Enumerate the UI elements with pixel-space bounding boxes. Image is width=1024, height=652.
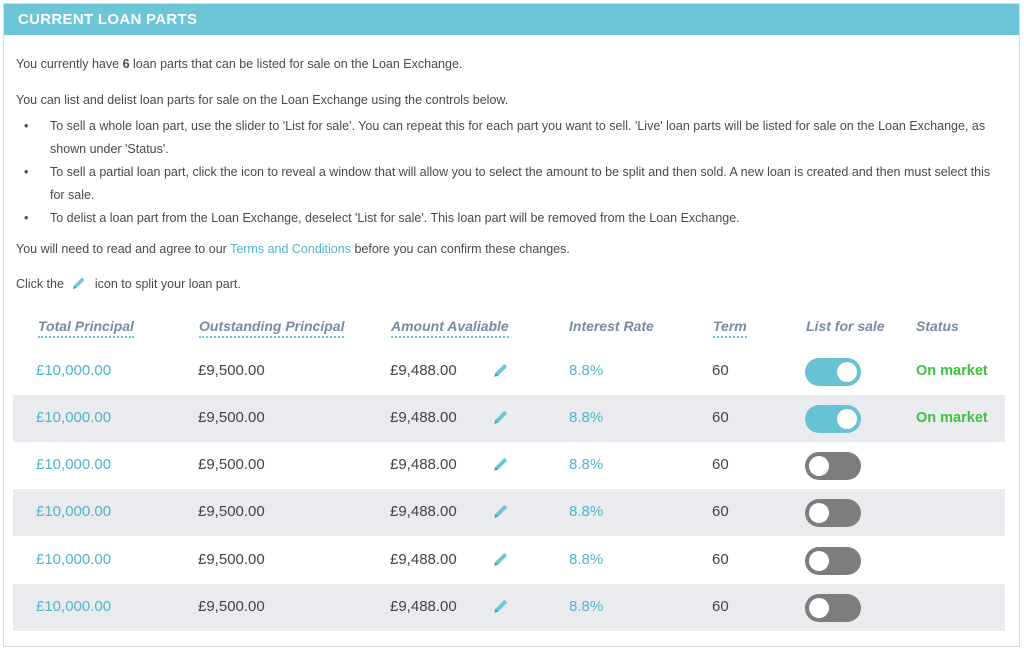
toggle-knob — [837, 362, 857, 382]
toggle-knob — [809, 503, 829, 523]
pencil-icon — [71, 275, 87, 291]
toggle-knob — [809, 551, 829, 571]
header-term[interactable]: Term — [713, 318, 747, 338]
intro-line-2: You can list and delist loan parts for sale on the Loan Exchange using the controls below. — [16, 93, 509, 107]
list-for-sale-toggle[interactable] — [805, 405, 861, 433]
toggle-knob — [809, 456, 829, 476]
total-principal[interactable]: £10,000.00 — [36, 362, 112, 379]
term: 60 — [712, 598, 729, 615]
outstanding-principal: £9,500.00 — [198, 456, 265, 473]
pencil-icon[interactable] — [492, 550, 510, 568]
interest-rate: 8.8% — [569, 503, 604, 520]
outstanding-principal: £9,500.00 — [198, 362, 265, 379]
table-row — [13, 584, 1005, 631]
status-badge: On market — [916, 363, 988, 379]
term: 60 — [712, 456, 729, 473]
outstanding-principal: £9,500.00 — [198, 503, 265, 520]
term: 60 — [712, 503, 729, 520]
outstanding-principal: £9,500.00 — [198, 598, 265, 615]
outstanding-principal: £9,500.00 — [198, 551, 265, 568]
intro-line-1: You currently have 6 loan parts that can be listed for sale on the Loan Exchange. — [16, 57, 463, 71]
amount-available: £9,488.00 — [390, 456, 457, 473]
table-row — [13, 537, 1005, 584]
total-principal[interactable]: £10,000.00 — [36, 503, 112, 520]
list-for-sale-toggle[interactable] — [805, 594, 861, 622]
table-row — [13, 395, 1005, 442]
toggle-knob — [809, 598, 829, 618]
interest-rate: 8.8% — [569, 598, 604, 615]
pencil-icon[interactable] — [492, 502, 510, 520]
toggle-knob — [837, 409, 857, 429]
split-hint-line: Click the icon to split your loan part. — [16, 277, 241, 291]
interest-rate: 8.8% — [569, 551, 604, 568]
list-for-sale-toggle[interactable] — [805, 452, 861, 480]
interest-rate: 8.8% — [569, 456, 604, 473]
pencil-icon[interactable] — [492, 361, 510, 379]
amount-available: £9,488.00 — [390, 598, 457, 615]
total-principal[interactable]: £10,000.00 — [36, 551, 112, 568]
loan-parts-panel: CURRENT LOAN PARTS You currently have 6 loan parts that can be listed for sale on the Loan Exchange. You can list and delist loan parts for sale on the Loan Exchange using the controls below. • To sell a whole loan part, use the slider to 'List for sale'. You can repeat this for each part you want to sell. 'Live' loan parts will be listed for sale on the Loan Exchange, as shown under 'Status'. • To sell a partial loan part, click the icon to reveal a window that will allow you to select the amount to be split and then sold. A new loan is created and then must select this for sale. • To delist a loan part from the Loan Exchange, deselect 'List for sale'. This loan part will be removed from the Loan Exchange. You will need to read and agree to our Terms and Conditions before you can confirm these changes. Click the icon to split your loan part. — [3, 3, 1020, 647]
interest-rate: 8.8% — [569, 409, 604, 426]
term: 60 — [712, 551, 729, 568]
header-list-for-sale: List for sale — [806, 318, 885, 334]
table-row — [13, 489, 1005, 536]
pencil-icon[interactable] — [492, 597, 510, 615]
amount-available: £9,488.00 — [390, 551, 457, 568]
amount-available: £9,488.00 — [390, 409, 457, 426]
pencil-icon[interactable] — [492, 408, 510, 426]
status-badge: On market — [916, 410, 988, 426]
table-row — [13, 442, 1005, 489]
table-row — [13, 348, 1005, 395]
header-status: Status — [916, 318, 959, 334]
interest-rate: 8.8% — [569, 362, 604, 379]
header-total-principal[interactable]: Total Principal — [38, 318, 134, 338]
pencil-icon[interactable] — [492, 455, 510, 473]
loan-part-count: 6 — [122, 57, 130, 71]
panel-title: CURRENT LOAN PARTS — [4, 4, 1019, 35]
term: 60 — [712, 362, 729, 379]
terms-link[interactable]: Terms and Conditions — [230, 242, 351, 256]
list-for-sale-toggle[interactable] — [805, 358, 861, 386]
amount-available: £9,488.00 — [390, 503, 457, 520]
header-outstanding-principal[interactable]: Outstanding Principal — [199, 318, 344, 338]
header-interest-rate: Interest Rate — [569, 318, 654, 334]
total-principal[interactable]: £10,000.00 — [36, 456, 112, 473]
total-principal[interactable]: £10,000.00 — [36, 409, 112, 426]
list-for-sale-toggle[interactable] — [805, 547, 861, 575]
term: 60 — [712, 409, 729, 426]
terms-line: You will need to read and agree to our Terms and Conditions before you can confirm these changes. — [16, 242, 570, 256]
total-principal[interactable]: £10,000.00 — [36, 598, 112, 615]
header-amount-available[interactable]: Amount Avaliable — [391, 318, 509, 338]
list-for-sale-toggle[interactable] — [805, 499, 861, 527]
amount-available: £9,488.00 — [390, 362, 457, 379]
outstanding-principal: £9,500.00 — [198, 409, 265, 426]
